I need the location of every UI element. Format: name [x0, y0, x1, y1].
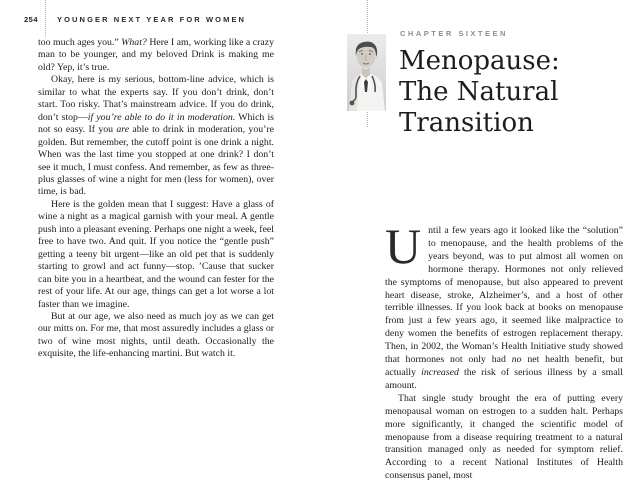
header-dotted-divider — [45, 0, 46, 37]
page-number: 254 — [24, 15, 39, 24]
chapter-title-line-2: The Natural — [399, 77, 559, 107]
paragraph: That single study brought the era of putting every menopausal woman on estrogen to a sudden halt. Perhaps more significantly, it changed the scientific model of menopause from a disease requiring treatment to a natural transition managed only as needed for symptom relief. According to a recent National Institutes of Health consensus panel, most — [385, 392, 623, 482]
left-body-text — [38, 37, 274, 361]
doctor-portrait-photo — [347, 34, 386, 111]
chapter-title — [399, 46, 634, 139]
paragraph: Here is the golden mean that I suggest: Have a glass of wine a night as a magical garnish with your meal. A gentle push into a pleasant evening. Perhaps one night a week, feel free to have two. And quit. If you notice the “gentle push” getting a teeny bit urgent—like an old pet that is suddenly starting to growl and act funny—stop. ’Cause that sucker can bite you in a heartbeat, and the wound can fester for the rest of your life. At our age, things can get a lot worse a lot faster than we imagine. — [38, 198, 274, 310]
doctor-portrait-illustration — [347, 34, 386, 111]
running-head: YOUNGER NEXT YEAR FOR WOMEN — [57, 15, 247, 24]
paragraph: Okay, here is my serious, bottom-line advice, which is similar to what the experts say. If you don’t drink, don’t start. Too risky. That’s mainstream advice. If you do drink, don’t stop—if you’re able to do it in moderation. Which is not so easy. If you are able to drink in moderation, you’re golden. But remember, the cutoff point is one drink a night. When was the last time you stopped at one drink? I don’t see it much, I must confess. And remember, as few as three-plus glasses of wine a night for men (less for women), over time, is bad. — [38, 74, 274, 198]
chapter-title-line-1: Menopause: — [399, 46, 560, 76]
chapter-kicker: CHAPTER SIXTEEN — [400, 29, 508, 38]
paragraph: But at our age, we also need as much joy as we can get our mitts on. For me, that most assuredly includes a glass or two of wine most nights, until death. Occasionally the exquisite, the life-enhancing martini. But watch it. — [38, 310, 274, 360]
paragraph: too much ages you.” What? Here I am, working like a crazy man to be younger, and my beloved Drink is making me old? Yep, it’s true. — [38, 37, 274, 73]
right-body-text — [385, 218, 624, 483]
paragraph: Until a few years ago it looked like the “solution” to menopause, and the health problems of the years beyond, was to put almost all women on hormone therapy. Hormones not only relieved the symptoms of menopause, but also appeared to prevent heart disease, stroke, Alzheimer’s, and a host of other terrible illnesses. If you look back at books on menopause from just a few years ago, it seemed like malpractice to deny women the benefits of estrogen replacement therapy. Then, in 2002, the Woman’s Health Initiative study showed that hormones not only had no net health benefit, but actually increased the risk of serious illness by a small amount. — [385, 218, 624, 391]
chapter-title-line-3: Transition — [399, 108, 534, 138]
drop-cap: U — [385, 218, 422, 274]
